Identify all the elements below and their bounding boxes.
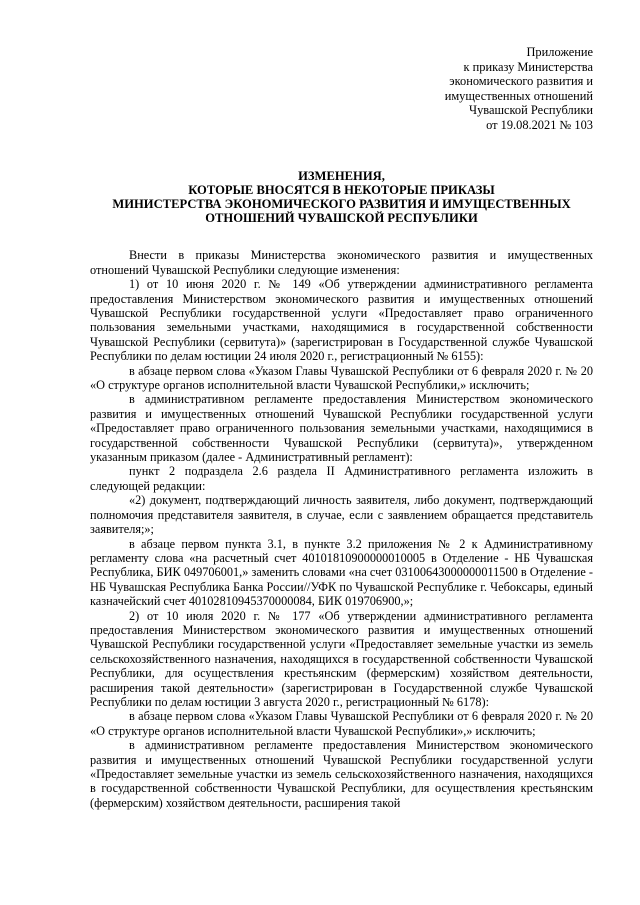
appendix-line: к приказу Министерства (463, 59, 593, 74)
paragraph: «2) документ, подтверждающий личность заявителя, либо документ, подтверждающий полномочия представителя заявителя, в случае, если с заявлением обращается представитель заявителя;»; (90, 493, 593, 537)
paragraph: 2) от 10 июля 2020 г. № 177 «Об утверждении административного регламента предоставления Министерством экономического развития и имущественных отношений Чувашской Республики государственной услуги «Предоставляет земельные участки из земель сельскохозяйственного назначения, находящихся в государственной собственности Чувашской Республики, для осуществления крестьянским (фермерским) хозяйством деятельности, расширения такой деятельности» (зарегистрирован в Государственной службе Чувашской Республики по делам юстиции 3 августа 2020 г., регистрационный № 6178): (90, 608, 593, 709)
title-line: ОТНОШЕНИЙ ЧУВАШСКОЙ РЕСПУБЛИКИ (205, 211, 478, 226)
paragraph: Внести в приказы Министерства экономического развития и имущественных отношений Чувашской Республики следующие изменения: (90, 248, 593, 277)
appendix-line: Чувашской Республики (469, 103, 593, 118)
title-line: КОТОРЫЕ ВНОСЯТСЯ В НЕКОТОРЫЕ ПРИКАЗЫ (188, 182, 495, 197)
appendix-line: от 19.08.2021 № 103 (486, 117, 593, 132)
title-line: МИНИСТЕРСТВА ЭКОНОМИЧЕСКОГО РАЗВИТИЯ И ИМУЩЕСТВЕННЫХ (112, 196, 571, 211)
document-title (90, 169, 593, 226)
paragraph: в абзаце первом пункта 3.1, в пункте 3.2 приложения № 2 к Административному регламенту слова «на расчетный счет 40101810900000010005 в Отделение - НБ Чувашская Республика, БИК 049706001,» заменить словами «на счет 03100643000000011500 в Отделение - НБ Чувашская Республика Банка России//УФК по Чувашской Республике г. Чебоксары, единый казначейский счет 40102810945370000084, БИК 019706900,»; (90, 536, 593, 609)
title-line: ИЗМЕНЕНИЯ, (298, 168, 385, 183)
appendix-line: имущественных отношений (444, 88, 593, 103)
paragraph: в административном регламенте предоставления Министерством экономического развития и имущественных отношений Чувашской Республики государственной услуги «Предоставляет право ограниченного пользования земельными участками, находящимися в государственной собственности Чувашской Республики (сервитута)», утвержденном указанным приказом (далее - Административный регламент): (90, 392, 593, 465)
paragraph: в абзаце первом слова «Указом Главы Чувашской Республики от 6 февраля 2020 г. № 20 «О структуре органов исполнительной власти Чувашской Республики,» исключить; (90, 363, 593, 393)
appendix-line: экономического развития и (449, 74, 593, 89)
appendix-header (90, 45, 593, 133)
paragraph: в абзаце первом слова «Указом Главы Чувашской Республики от 6 февраля 2020 г. № 20 «О структуре органов исполнительной власти Чувашской Республики»,» исключить; (90, 709, 593, 738)
paragraph: пункт 2 подраздела 2.6 раздела II Административного регламента изложить в следующей редакции: (90, 464, 593, 493)
paragraph: 1) от 10 июня 2020 г. № 149 «Об утверждении административного регламента предоставления Министерством экономического развития и имущественных отношений Чувашской Республики государственной услуги «Предоставляет право ограниченного пользования земельными участками, находящимися в государственной собственности Чувашской Республики (сервитута)» (зарегистрирован в Государственной службе Чувашской Республики по делам юстиции 24 июля 2020 г., регистрационный № 6155): (90, 277, 593, 364)
document-body (90, 248, 593, 810)
paragraph: в административном регламенте предоставления Министерством экономического развития и имущественных отношений Чувашской Республики государственной услуги «Предоставляет земельные участки из земель сельскохозяйственного назначения, находящихся в государственной собственности Чувашской Республики, для осуществления крестьянским (фермерским) хозяйством деятельности, расширения такой (90, 738, 593, 810)
appendix-line: Приложение (526, 45, 593, 59)
